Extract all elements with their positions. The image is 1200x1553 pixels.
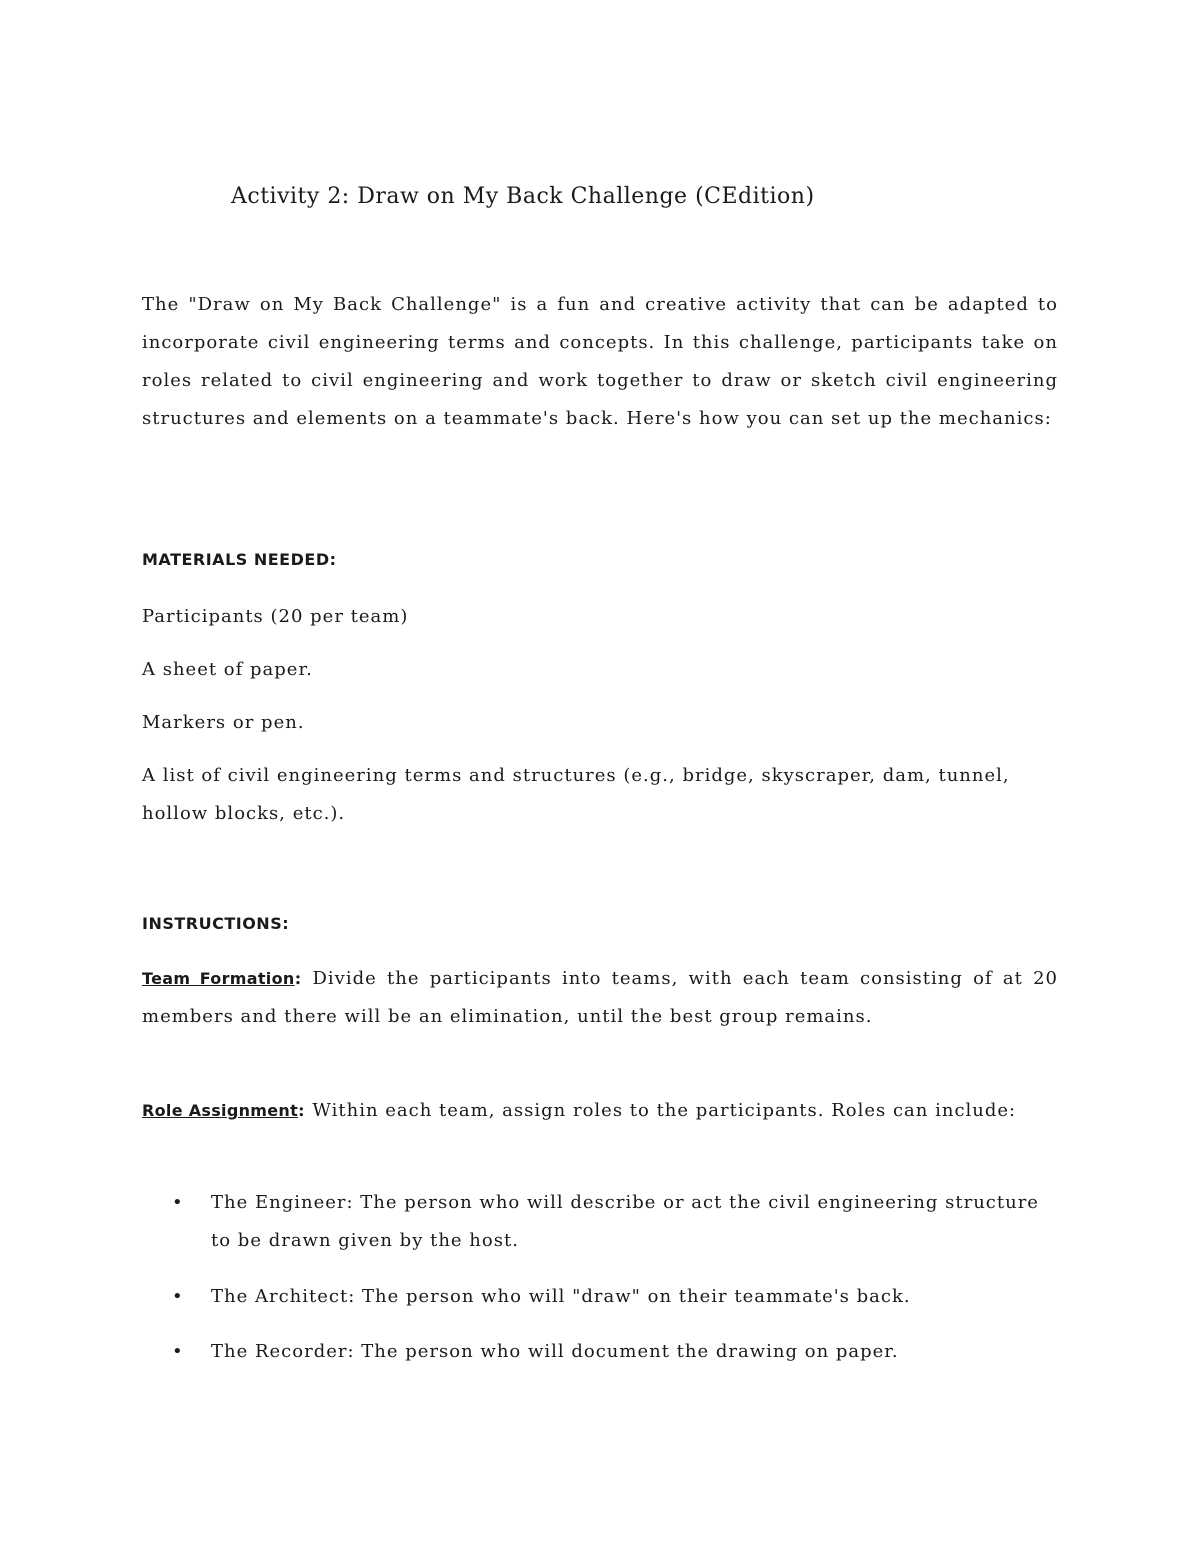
role-list-item-recorder (172, 1333, 1059, 1371)
role-text: The Engineer: The person who will describe or act the civil engineering structure to be drawn given by the host. (211, 1192, 1039, 1251)
instructions-heading: INSTRUCTIONS: (142, 914, 290, 933)
role-list-item-architect (172, 1278, 1059, 1316)
role-assignment-paragraph (142, 1092, 1058, 1130)
role-text: The Recorder: The person who will document the drawing on paper. (211, 1341, 899, 1362)
materials-item: A list of civil engineering terms and structures (e.g., bridge, skyscraper, dam, tunnel, hollow blocks, etc.). (142, 765, 1010, 824)
team-formation-paragraph (142, 960, 1058, 1036)
materials-item: A sheet of paper. (142, 659, 313, 680)
team-formation-label: Team Formation (142, 969, 295, 988)
role-text: The Architect: The person who will "draw" on their teammate's back. (211, 1286, 911, 1307)
role-assignment-text: Within each team, assign roles to the participants. Roles can include: (305, 1100, 1017, 1121)
role-assignment-label: Role Assignment (142, 1101, 299, 1120)
materials-item: Markers or pen. (142, 712, 305, 733)
bullet-icon: • (172, 1341, 184, 1362)
team-formation-text: Divide the participants into teams, with each team consisting of at 20 members and there will be an elimination, until the best group remains. (142, 968, 1058, 1027)
bullet-icon: • (172, 1192, 184, 1213)
bullet-icon: • (172, 1286, 184, 1307)
role-list-item-engineer (172, 1184, 1059, 1260)
materials-item: Participants (20 per team) (142, 606, 409, 627)
role-assignment-colon: : (298, 1100, 306, 1121)
team-formation-colon: : (294, 968, 303, 989)
intro-paragraph: The "Draw on My Back Challenge" is a fun and creative activity that can be adapted to incorporate civil engineering terms and concepts. In this challenge, participants take on roles related to civil engineering and work together to draw or sketch civil engineering structures and elements on a teammate's back. Here's how you can set up the mechanics: (142, 294, 1058, 429)
materials-heading: MATERIALS NEEDED: (142, 550, 337, 569)
document-title: Activity 2: Draw on My Back Challenge (CEdition) (231, 184, 815, 209)
